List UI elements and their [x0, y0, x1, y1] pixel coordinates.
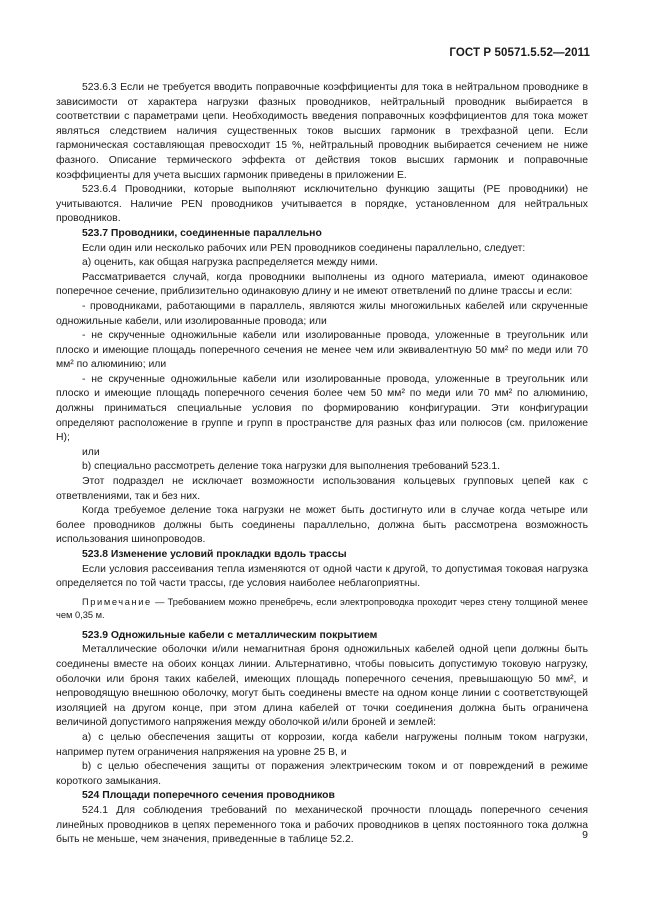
- paragraph: или: [82, 446, 100, 458]
- section-heading: 523.8 Изменение условий прокладки вдоль трассы: [82, 549, 347, 560]
- paragraph: Если один или несколько рабочих или PEN проводников соединены параллельно, следует:: [82, 242, 526, 254]
- paragraph: - проводниками, работающими в параллель, являются жилы многожильных кабелей или скрученные одножильные кабели, или изолированные провода; или: [56, 300, 588, 327]
- paragraph: а) оценить, как общая нагрузка распределяется между ними.: [82, 257, 378, 269]
- paragraph: 523.6.4 Проводники, которые выполняют исключительно функцию защиты (РЕ проводники) не учитываются. Наличие PEN проводников учитывается в порядке, установленном для нейтральных проводников.: [56, 184, 588, 225]
- paragraph: а) с целью обеспечения защиты от коррозии, когда кабели нагружены полным током нагрузки, например путем ограничения напряжения на уровне 25 В, и: [56, 731, 588, 758]
- document-body: [56, 81, 588, 848]
- paragraph: Металлические оболочки и/или немагнитная броня одножильных кабелей одной цепи должны быть соединены вместе на обоих концах линии. Альтернативно, чтобы повысить допустимую токовую нагрузку, оболочки или броня таких кабелей, имеющих площадь поперечного сечения, превышающую 50 мм², и непроводящую внешнюю оболочку, могут быть соединены вместе на одном конце линии с соответствующей изоляцией на другом конце, при этом длина кабелей от точки соединения должна быть ограничена величиной допустимого напряжения между оболочкой и/или броней и землей:: [56, 644, 588, 729]
- document-header: ГОСТ Р 50571.5.52—2011: [449, 47, 590, 59]
- section-heading: 524 Площади поперечного сечения проводников: [82, 790, 335, 802]
- paragraph: - не скрученные одножильные кабели или изолированные провода, уложенные в треугольник или плоско и имеющие площадь поперечного сечения более чем 50 мм² по меди или 70 мм² по алюминию, должны приниматься специальные условия по формированию конфигурации. Эти конфигурации определяют расположение в группе и групп в пространстве для разных фаз или полюсов (см. приложение Н);: [56, 373, 588, 444]
- paragraph: 523.6.3 Если не требуется вводить поправочные коэффициенты для тока в нейтральном проводнике в зависимости от характера нагрузки фазных проводников, нейтральный проводник выбирается в соответствии с параметрами цепи. Необходимость введения поправочных коэффициентов для тока может являться следствием наличия существенных токов высших гармоник в трехфазной цепи. Если гармоническая составляющая превосходит 15 %, нейтральный проводник выбирается сечением не ниже фазного. Описание термического эффекта от действия токов высших гармоник и поправочные коэффициенты для учета высших гармоник приведены в приложении Е.: [56, 82, 588, 181]
- note: [56, 596, 588, 623]
- paragraph: Если условия рассеивания тепла изменяются от одной части к другой, то допустимая токовая нагрузка определяется по той части трассы, где условия наиболее неблагоприятны.: [56, 563, 588, 590]
- paragraph: Когда требуемое деление тока нагрузки не может быть достигнуто или в случае когда четыре или более проводников должны быть соединены параллельно, должна быть рассмотрена возможность использования шинопроводов.: [56, 505, 588, 546]
- section-heading: 523.9 Одножильные кабели с металлическим покрытием: [82, 629, 378, 641]
- note-text: — Требованием можно пренебречь, если электропроводка проходит через стену толщиной менее чем 0,35 м.: [56, 596, 588, 621]
- paragraph: Рассматривается случай, когда проводники выполнены из одного материала, имеют одинаковое поперечное сечение, приблизительно одинаковую длину и не имеют ответвлений по длине трассы и если:: [56, 271, 588, 298]
- paragraph: Этот подраздел не исключает возможности использования кольцевых групповых цепей как с ответвлениями, так и без них.: [56, 476, 588, 502]
- paragraph: b) специально рассмотреть деление тока нагрузки для выполнения требований 523.1.: [82, 461, 501, 473]
- paragraph: - не скрученные одножильные кабели или изолированные провода, уложенные в треугольник или плоско и имеющие площадь поперечного сечения не менее чем или эквивалентную 50 мм² по меди или 70 мм² по алюминию; или: [56, 330, 588, 371]
- page-number: 9: [582, 829, 588, 841]
- section-heading: 523.7 Проводники, соединенные параллельно: [82, 227, 322, 239]
- paragraph: b) с целью обеспечения защиты от поражения электрическим током и от повреждений в режиме короткого замыкания.: [56, 761, 588, 787]
- paragraph: 524.1 Для соблюдения требований по механической прочности площадь поперечного сечения линейных проводников в цепях переменного тока и рабочих проводников в цепях постоянного тока должна быть не меньше, чем значения, приведенные в таблице 52.2.: [56, 804, 588, 846]
- note-lead: Примечание: [82, 596, 152, 607]
